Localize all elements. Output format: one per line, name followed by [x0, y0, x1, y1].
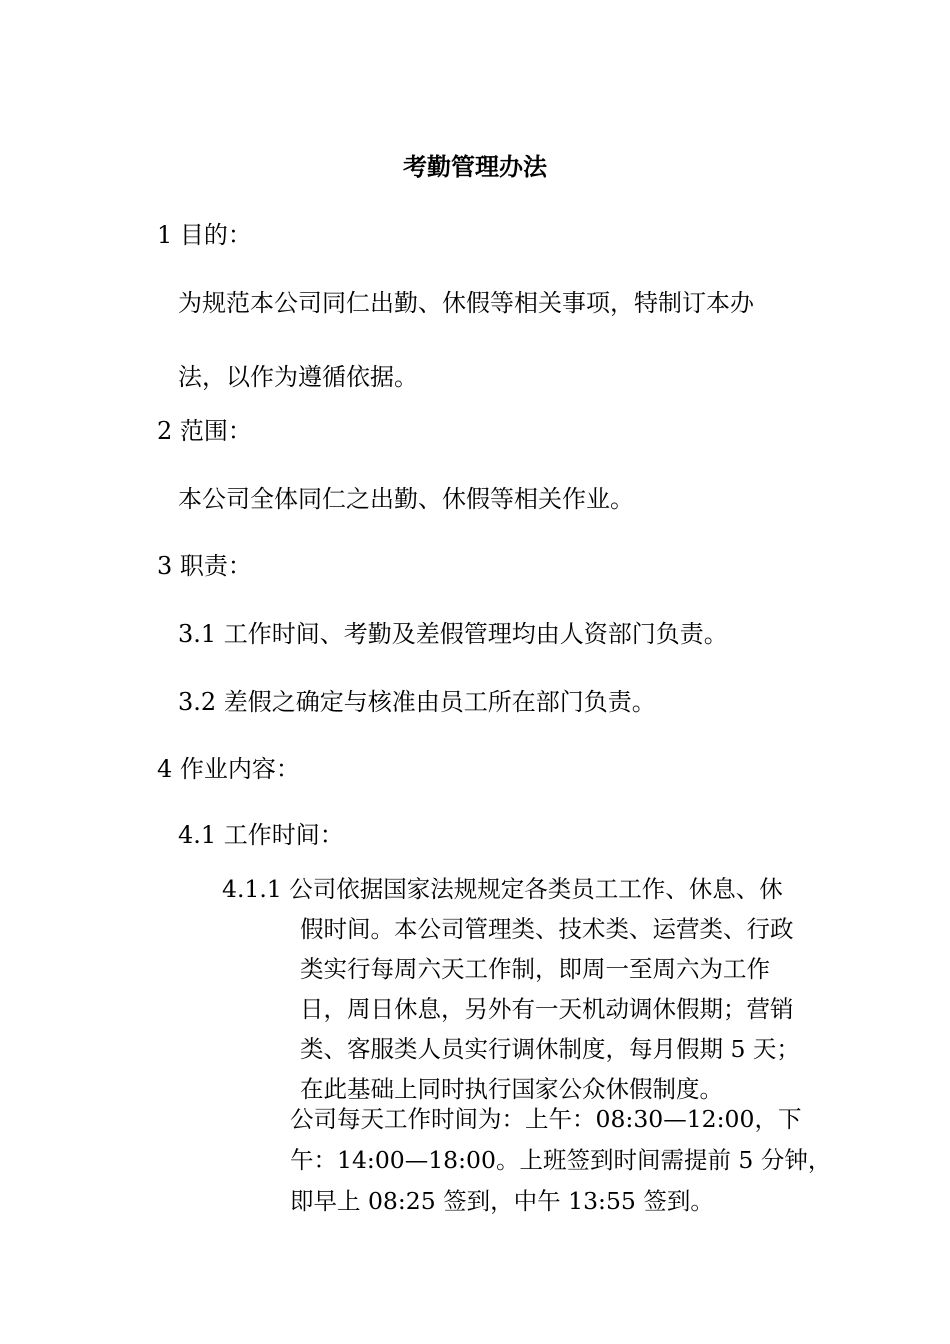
- paragraph-4-1-1: [222, 869, 783, 909]
- document-title: 考勤管理办法: [403, 152, 547, 181]
- section-3-heading: 3 职责：: [157, 552, 252, 580]
- section-4-1-heading: 4.1 工作时间：: [178, 821, 344, 849]
- working-hours-line-1: 公司每天工作时间为：上午：08:30—12:00，下: [290, 1105, 802, 1133]
- paragraph-4-1-1-line-2: 假时间。本公司管理类、技术类、运营类、行政: [300, 915, 794, 943]
- section-3-item-1: 3.1 工作时间、考勤及差假管理均由人资部门负责。: [178, 620, 728, 648]
- paragraph-4-1-1-line-6: 在此基础上同时执行国家公众休假制度。: [300, 1075, 723, 1103]
- working-hours-line-2: 午：14:00—18:00。上班签到时间需提前 5 分钟，: [290, 1146, 832, 1174]
- paragraph-4-1-1-continuation: [300, 909, 800, 1109]
- paragraph-4-1-1-line-3: 类实行每周六天工作制，即周一至周六为工作: [300, 955, 770, 983]
- section-3-item-2: 3.2 差假之确定与核准由员工所在部门负责。: [178, 688, 656, 716]
- section-4-heading: 4 作业内容：: [157, 755, 300, 783]
- section-1-text-line-2: 法，以作为遵循依据。: [178, 363, 418, 391]
- working-hours-line-3: 即早上 08:25 签到，中午 13:55 签到。: [290, 1187, 714, 1215]
- paragraph-4-1-1-line-1: 4.1.1 公司依据国家法规规定各类员工工作、休息、休: [222, 875, 783, 903]
- paragraph-4-1-1-line-5: 类、客服类人员实行调休制度，每月假期 5 天；: [300, 1035, 800, 1063]
- working-hours-paragraph: [290, 1099, 831, 1222]
- section-2-heading: 2 范围：: [157, 417, 252, 445]
- section-2-text: 本公司全体同仁之出勤、休假等相关作业。: [178, 485, 634, 513]
- paragraph-4-1-1-line-4: 日，周日休息，另外有一天机动调休假期；营销: [300, 995, 794, 1023]
- section-1-text-line-1: 为规范本公司同仁出勤、休假等相关事项，特制订本办: [178, 289, 754, 317]
- section-1-heading: 1 目的：: [157, 221, 252, 249]
